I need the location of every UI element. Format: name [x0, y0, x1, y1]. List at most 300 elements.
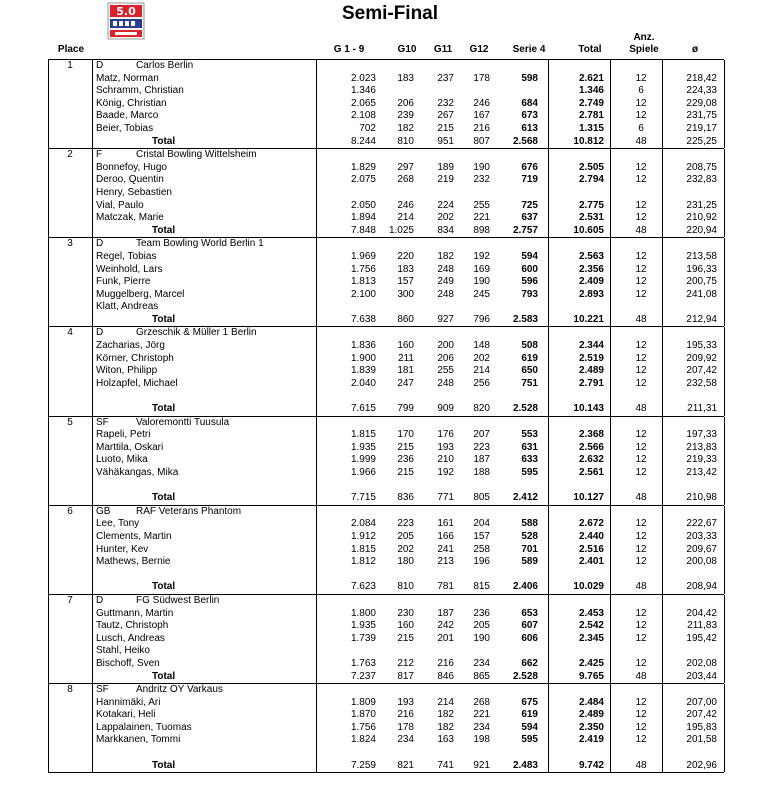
- serie4-cell: 2.583: [512, 313, 538, 325]
- player-name: Vial, Paulo: [96, 199, 144, 211]
- header-g10: G10: [397, 44, 417, 55]
- g1-9-cell: 7.615: [350, 403, 376, 415]
- games-count-cell: 6: [638, 85, 644, 97]
- total-cell: 2.489: [578, 709, 604, 721]
- player-name: Mathews, Bernie: [96, 556, 171, 568]
- column-divider: [316, 684, 317, 772]
- team-name: Cristal Bowling Wittelsheim: [136, 149, 257, 161]
- column-divider: [548, 238, 549, 326]
- player-name: Funk, Pierre: [96, 276, 151, 288]
- games-count-cell: 12: [635, 250, 647, 262]
- table-header: [0, 28, 784, 58]
- player-name: Bonnefoy, Hugo: [96, 161, 167, 173]
- games-count-cell: 12: [635, 340, 647, 352]
- header-g11: G11: [433, 44, 453, 55]
- team-place: 5: [67, 416, 73, 428]
- player-row: [48, 353, 724, 366]
- g1-9-cell: 7.715: [350, 492, 376, 504]
- serie4-cell: 662: [521, 657, 538, 669]
- g10-cell: 223: [397, 518, 414, 530]
- average-cell: 209,92: [686, 352, 717, 364]
- player-row: [48, 722, 724, 735]
- games-count-cell: 12: [635, 72, 647, 84]
- g11-cell: 193: [437, 441, 454, 453]
- player-name: Muggelberg, Marcel: [96, 288, 185, 300]
- g12-cell: 221: [473, 709, 490, 721]
- g11-cell: 187: [437, 607, 454, 619]
- team-total-row: [48, 492, 724, 505]
- g12-cell: 214: [473, 365, 490, 377]
- average-cell: 195,42: [686, 632, 717, 644]
- g1-9-cell: 1.969: [350, 250, 376, 262]
- column-divider: [662, 684, 663, 772]
- g12-cell: 921: [473, 759, 490, 771]
- header-anz-line1: Anz.: [633, 32, 655, 43]
- player-name: Lee, Tony: [96, 518, 140, 530]
- results-table: [48, 59, 724, 773]
- serie4-cell: 589: [521, 556, 538, 568]
- column-divider: [662, 149, 663, 237]
- team-place: 7: [67, 594, 73, 606]
- player-row: [48, 658, 724, 671]
- g10-cell: 810: [397, 581, 414, 593]
- average-cell: 211,31: [687, 403, 717, 415]
- g11-cell: 182: [437, 721, 454, 733]
- average-cell: 232,83: [686, 174, 717, 186]
- column-divider: [610, 149, 611, 237]
- average-cell: 241,08: [686, 288, 717, 300]
- column-divider: [92, 149, 93, 237]
- games-count-cell: 48: [635, 581, 647, 593]
- player-name: Hunter, Kev: [96, 543, 149, 555]
- header-g1-9: G 1 - 9: [333, 44, 365, 55]
- total-cell: 9.742: [578, 759, 604, 771]
- g12-cell: 865: [473, 670, 490, 682]
- column-divider: [610, 417, 611, 505]
- g12-cell: 268: [473, 696, 490, 708]
- team-place: 6: [67, 505, 73, 517]
- column-divider: [548, 60, 549, 148]
- total-cell: 10.605: [573, 224, 604, 236]
- total-label: Total: [152, 313, 176, 325]
- player-row: [48, 556, 724, 569]
- column-divider: [662, 506, 663, 594]
- games-count-cell: 6: [638, 122, 644, 134]
- team-total-row: [48, 403, 724, 416]
- header-average: ø: [691, 44, 699, 55]
- player-name: Guttmann, Martin: [96, 607, 174, 619]
- player-row: [48, 174, 724, 187]
- player-row: [48, 340, 724, 353]
- g10-cell: 268: [397, 174, 414, 186]
- g10-cell: 178: [397, 721, 414, 733]
- g11-cell: 834: [437, 224, 454, 236]
- total-cell: 2.350: [578, 721, 604, 733]
- average-cell: 224,33: [686, 85, 717, 97]
- g10-cell: 216: [397, 709, 414, 721]
- player-row: [48, 212, 724, 225]
- header-place: Place: [57, 44, 85, 55]
- total-label: Total: [152, 224, 176, 236]
- total-cell: 2.531: [578, 212, 604, 224]
- average-cell: 195,83: [686, 721, 717, 733]
- player-row: [48, 633, 724, 646]
- team-block: [48, 60, 724, 149]
- games-count-cell: 12: [635, 212, 647, 224]
- g10-cell: 214: [397, 212, 414, 224]
- column-divider: [92, 595, 93, 683]
- g10-cell: 193: [397, 696, 414, 708]
- g1-9-cell: 7.259: [350, 759, 376, 771]
- g11-cell: 248: [437, 377, 454, 389]
- serie4-cell: 2.528: [512, 403, 538, 415]
- g1-9-cell: 2.040: [350, 377, 376, 389]
- g1-9-cell: 702: [359, 122, 376, 134]
- column-divider: [316, 595, 317, 683]
- g1-9-cell: 1.763: [350, 657, 376, 669]
- g1-9-cell: 7.623: [350, 581, 376, 593]
- games-count-cell: 12: [635, 365, 647, 377]
- g1-9-cell: 1.836: [350, 340, 376, 352]
- g1-9-cell: 2.065: [350, 97, 376, 109]
- g11-cell: 741: [437, 759, 454, 771]
- g1-9-cell: 1.935: [350, 441, 376, 453]
- total-cell: 10.127: [573, 492, 604, 504]
- g11-cell: 241: [437, 543, 454, 555]
- g10-cell: 297: [397, 161, 414, 173]
- g10-cell: 817: [397, 670, 414, 682]
- team-name: Team Bowling World Berlin 1: [136, 238, 264, 250]
- blank-row: [48, 390, 724, 403]
- games-count-cell: 12: [635, 734, 647, 746]
- player-name: Holzapfel, Michael: [96, 377, 178, 389]
- team-country: SF: [96, 684, 109, 696]
- average-cell: 203,33: [686, 530, 717, 542]
- total-cell: 10.221: [573, 313, 604, 325]
- games-count-cell: 12: [635, 530, 647, 542]
- total-cell: 2.561: [578, 467, 604, 478]
- g11-cell: 249: [437, 276, 454, 288]
- average-cell: 209,67: [686, 543, 717, 555]
- g12-cell: 190: [473, 276, 490, 288]
- team-block: [48, 149, 724, 238]
- player-row: [48, 264, 724, 277]
- g11-cell: 232: [437, 97, 454, 109]
- g10-cell: 170: [397, 429, 414, 441]
- g11-cell: 166: [437, 530, 454, 542]
- g11-cell: 176: [437, 429, 454, 441]
- g1-9-cell: 1.809: [350, 696, 376, 708]
- g1-9-cell: 1.756: [350, 263, 376, 275]
- g1-9-cell: 2.108: [350, 110, 376, 122]
- column-divider: [662, 327, 663, 415]
- serie4-cell: 631: [521, 441, 538, 453]
- blank-row: [48, 569, 724, 582]
- games-count-cell: 12: [635, 199, 647, 211]
- average-cell: 207,42: [686, 709, 717, 721]
- g10-cell: 215: [397, 632, 414, 644]
- serie4-cell: 594: [521, 721, 538, 733]
- g11-cell: 909: [437, 403, 454, 415]
- player-name: Hannimäki, Ari: [96, 696, 161, 708]
- g11-cell: 846: [437, 670, 454, 682]
- page-title: Semi-Final: [341, 3, 439, 24]
- serie4-cell: 613: [521, 122, 538, 134]
- g11-cell: 771: [437, 492, 454, 504]
- average-cell: 207,00: [686, 696, 717, 708]
- g1-9-cell: 1.756: [350, 721, 376, 733]
- team-total-row: [48, 136, 724, 149]
- player-name: Klatt, Andreas: [96, 301, 159, 313]
- g1-9-cell: 1.815: [350, 543, 376, 555]
- serie4-cell: 650: [521, 365, 538, 377]
- team-place: 8: [67, 684, 73, 696]
- g12-cell: 245: [473, 288, 490, 300]
- player-row: [48, 200, 724, 213]
- column-divider: [724, 327, 725, 415]
- games-count-cell: 48: [635, 759, 647, 771]
- games-count-cell: 12: [635, 441, 647, 453]
- g12-cell: 216: [473, 122, 490, 134]
- team-country: F: [96, 149, 103, 161]
- games-count-cell: 12: [635, 467, 647, 478]
- g11-cell: 182: [437, 250, 454, 262]
- player-row: [48, 734, 724, 747]
- total-cell: 2.794: [578, 174, 604, 186]
- team-total-row: [48, 760, 724, 773]
- g10-cell: 836: [397, 492, 414, 504]
- g12-cell: 205: [473, 620, 490, 632]
- g10-cell: 183: [397, 263, 414, 275]
- average-cell: 207,42: [686, 365, 717, 377]
- total-cell: 2.345: [578, 632, 604, 644]
- column-divider: [92, 60, 93, 148]
- average-cell: 203,44: [686, 670, 717, 682]
- team-header-row: [48, 506, 724, 519]
- player-row: [48, 251, 724, 264]
- serie4-cell: 701: [521, 543, 538, 555]
- team-name: RAF Veterans Phantom: [136, 505, 242, 517]
- total-cell: 2.632: [578, 454, 604, 466]
- column-divider: [92, 684, 93, 772]
- blank-row: [48, 480, 724, 493]
- player-name: Luoto, Mika: [96, 454, 148, 466]
- g1-9-cell: 1.815: [350, 429, 376, 441]
- g10-cell: 810: [397, 135, 414, 147]
- average-cell: 213,58: [686, 250, 717, 262]
- g11-cell: 210: [437, 454, 454, 466]
- team-name: Grzeschik & Müller 1 Berlin: [136, 327, 257, 339]
- team-total-row: [48, 225, 724, 238]
- g10-cell: 860: [397, 313, 414, 325]
- table-left-border: [48, 60, 49, 773]
- serie4-cell: 595: [521, 467, 538, 478]
- g11-cell: 237: [437, 72, 454, 84]
- player-name: Schramm, Christian: [96, 85, 184, 97]
- total-cell: 2.453: [578, 607, 604, 619]
- total-label: Total: [152, 403, 176, 415]
- g1-9-cell: 7.237: [350, 670, 376, 682]
- total-label: Total: [152, 492, 176, 504]
- games-count-cell: 48: [635, 135, 647, 147]
- g1-9-cell: 1.966: [350, 467, 376, 478]
- games-count-cell: 12: [635, 696, 647, 708]
- g11-cell: 951: [437, 135, 454, 147]
- team-block: [48, 506, 724, 595]
- header-total: Total: [578, 44, 602, 55]
- g12-cell: 820: [473, 403, 490, 415]
- games-count-cell: 12: [635, 607, 647, 619]
- total-cell: 2.672: [578, 518, 604, 530]
- total-cell: 2.519: [578, 352, 604, 364]
- total-cell: 2.409: [578, 276, 604, 288]
- total-cell: 10.029: [573, 581, 604, 593]
- team-name: Valoremontti Tuusula: [136, 416, 230, 428]
- average-cell: 200,75: [686, 276, 717, 288]
- player-name: Tautz, Christoph: [96, 620, 169, 632]
- g10-cell: 182: [397, 122, 414, 134]
- team-country: GB: [96, 505, 111, 517]
- average-cell: 202,08: [686, 657, 717, 669]
- average-cell: 195,33: [686, 340, 717, 352]
- team-total-row: [48, 671, 724, 684]
- team-place: 3: [67, 238, 73, 250]
- g11-cell: 255: [437, 365, 454, 377]
- g11-cell: 202: [437, 212, 454, 224]
- g11-cell: 219: [437, 174, 454, 186]
- g10-cell: 160: [397, 340, 414, 352]
- column-divider: [662, 60, 663, 148]
- column-divider: [92, 238, 93, 326]
- games-count-cell: 12: [635, 543, 647, 555]
- total-cell: 2.749: [578, 97, 604, 109]
- g10-cell: 799: [397, 403, 414, 415]
- g12-cell: 202: [473, 352, 490, 364]
- g10-cell: 234: [397, 734, 414, 746]
- total-cell: 2.484: [578, 696, 604, 708]
- g11-cell: 189: [437, 161, 454, 173]
- column-divider: [662, 417, 663, 505]
- player-row: [48, 123, 724, 136]
- column-divider: [316, 327, 317, 415]
- average-cell: 222,67: [686, 518, 717, 530]
- average-cell: 229,08: [686, 97, 717, 109]
- g10-cell: 300: [397, 288, 414, 300]
- serie4-cell: 528: [521, 530, 538, 542]
- serie4-cell: 793: [521, 288, 538, 300]
- g1-9-cell: 2.100: [350, 288, 376, 300]
- serie4-cell: 2.757: [512, 224, 538, 236]
- team-place: 1: [67, 60, 73, 71]
- total-cell: 2.368: [578, 429, 604, 441]
- average-cell: 208,75: [686, 161, 717, 173]
- g12-cell: 190: [473, 161, 490, 173]
- team-name: Carlos Berlin: [136, 60, 194, 71]
- average-cell: 210,98: [686, 492, 717, 504]
- player-name: Clements, Martin: [96, 530, 172, 542]
- column-divider: [724, 684, 725, 772]
- team-header-row: [48, 595, 724, 608]
- g11-cell: 161: [437, 518, 454, 530]
- g10-cell: 821: [397, 759, 414, 771]
- g1-9-cell: 2.075: [350, 174, 376, 186]
- column-divider: [610, 506, 611, 594]
- g12-cell: 258: [473, 543, 490, 555]
- total-label: Total: [152, 759, 176, 771]
- column-divider: [610, 60, 611, 148]
- player-name: Regel, Tobias: [96, 250, 157, 262]
- g10-cell: 246: [397, 199, 414, 211]
- total-cell: 2.505: [578, 161, 604, 173]
- total-cell: 2.781: [578, 110, 604, 122]
- g11-cell: 242: [437, 620, 454, 632]
- g11-cell: 206: [437, 352, 454, 364]
- header-serie4: Serie 4: [512, 44, 546, 55]
- player-row: [48, 162, 724, 175]
- g11-cell: 201: [437, 632, 454, 644]
- total-cell: 2.401: [578, 556, 604, 568]
- g12-cell: 232: [473, 174, 490, 186]
- player-row: [48, 378, 724, 391]
- blank-row: [48, 747, 724, 760]
- serie4-cell: 596: [521, 276, 538, 288]
- g11-cell: 248: [437, 263, 454, 275]
- player-name: Bischoff, Sven: [96, 657, 160, 669]
- team-block: [48, 595, 724, 684]
- total-cell: 2.419: [578, 734, 604, 746]
- g12-cell: 148: [473, 340, 490, 352]
- g12-cell: 223: [473, 441, 490, 453]
- g10-cell: 236: [397, 454, 414, 466]
- column-divider: [724, 238, 725, 326]
- total-cell: 2.542: [578, 620, 604, 632]
- serie4-cell: 673: [521, 110, 538, 122]
- g10-cell: 206: [397, 97, 414, 109]
- column-divider: [724, 506, 725, 594]
- serie4-cell: 598: [521, 72, 538, 84]
- serie4-cell: 2.568: [512, 135, 538, 147]
- column-divider: [316, 149, 317, 237]
- player-row: [48, 608, 724, 621]
- g12-cell: 255: [473, 199, 490, 211]
- player-row: [48, 301, 724, 314]
- column-divider: [724, 595, 725, 683]
- g1-9-cell: 1.829: [350, 161, 376, 173]
- team-country: D: [96, 238, 104, 250]
- g10-cell: 230: [397, 607, 414, 619]
- games-count-cell: 48: [635, 313, 647, 325]
- serie4-cell: 653: [521, 607, 538, 619]
- g12-cell: 204: [473, 518, 490, 530]
- player-name: Zacharias, Jörg: [96, 340, 165, 352]
- player-row: [48, 429, 724, 442]
- player-name: Vähäkangas, Mika: [96, 467, 179, 478]
- g10-cell: 220: [397, 250, 414, 262]
- team-total-row: [48, 314, 724, 327]
- team-country: D: [96, 594, 104, 606]
- g11-cell: 216: [437, 657, 454, 669]
- player-name: Kotakari, Heli: [96, 709, 156, 721]
- average-cell: 200,08: [686, 556, 717, 568]
- total-label: Total: [152, 135, 176, 147]
- team-header-row: [48, 149, 724, 162]
- g12-cell: 807: [473, 135, 490, 147]
- average-cell: 213,42: [686, 467, 717, 478]
- g12-cell: 221: [473, 212, 490, 224]
- average-cell: 213,83: [686, 441, 717, 453]
- player-row: [48, 518, 724, 531]
- g12-cell: 815: [473, 581, 490, 593]
